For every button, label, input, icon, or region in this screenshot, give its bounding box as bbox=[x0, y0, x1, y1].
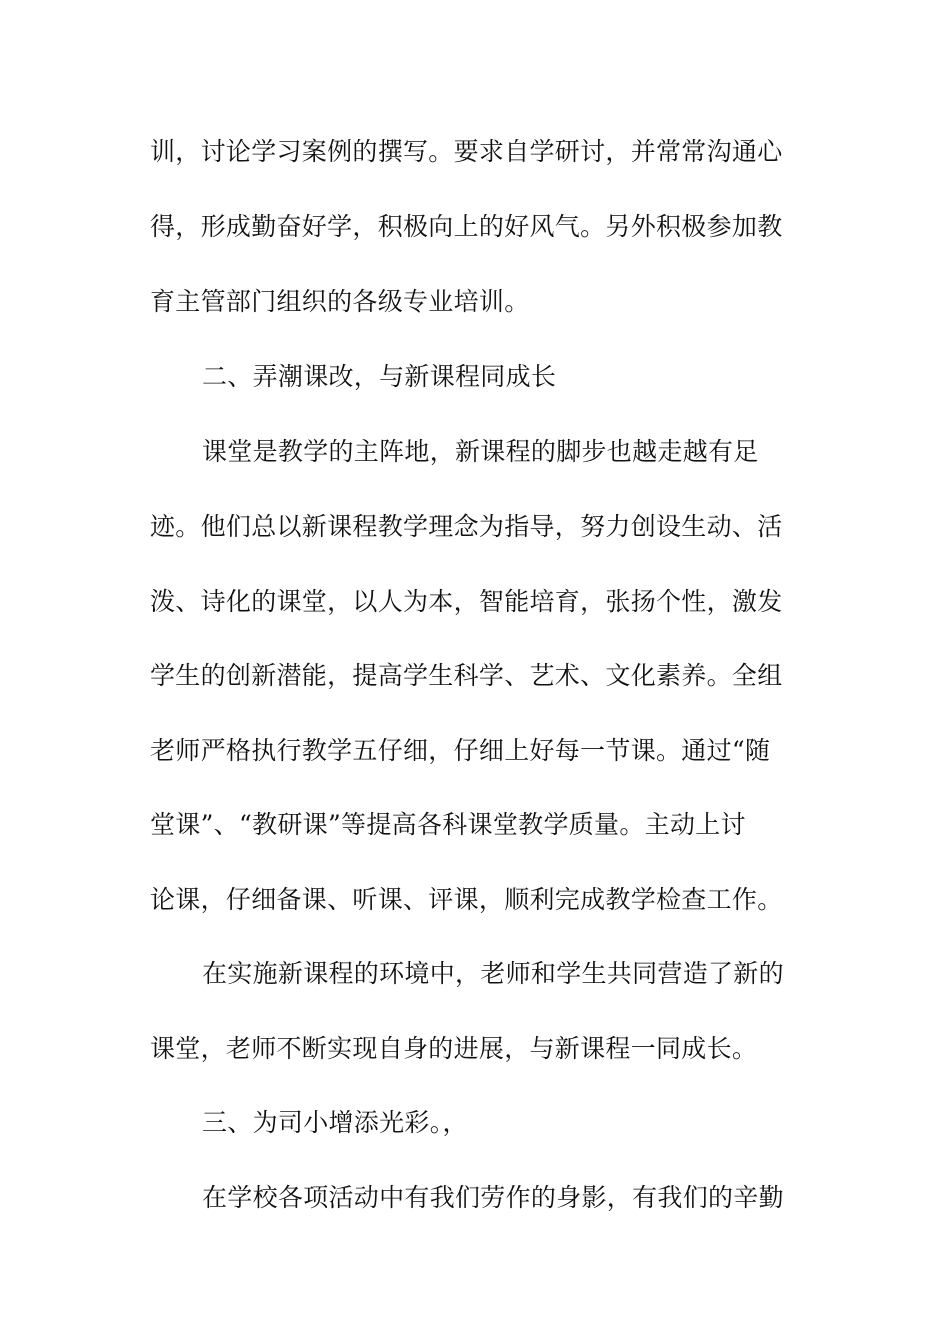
body-text-line: 论课，仔细备课、听课、评课，顺利完成教学检查工作。 bbox=[150, 885, 783, 914]
section-heading: 二、弄潮课改，与新课程同成长 bbox=[202, 362, 557, 391]
body-text-line: 训，讨论学习案例的撰写。要求自学研讨，并常常沟通心 bbox=[150, 137, 783, 166]
body-text-line: 学生的创新潜能，提高学生科学、艺术、文化素养。全组 bbox=[150, 661, 783, 690]
body-text-line: 泼、诗化的课堂，以人为本，智能培育，张扬个性，激发 bbox=[150, 587, 783, 616]
body-text-line: 在学校各项活动中有我们劳作的身影，有我们的辛勤 bbox=[202, 1183, 784, 1212]
body-text-line: 课堂是教学的主阵地，新课程的脚步也越走越有足 bbox=[202, 437, 759, 466]
body-text-line: 堂课”、“教研课”等提高各科课堂教学质量。主动上讨 bbox=[150, 810, 746, 839]
body-text-line: 得，形成勤奋好学，积极向上的好风气。另外积极参加教 bbox=[150, 212, 783, 241]
body-text-line: 育主管部门组织的各级专业培训。 bbox=[150, 287, 530, 316]
section-heading: 三、为司小增添光彩。， bbox=[202, 1108, 468, 1137]
body-text-line: 在实施新课程的环境中，老师和学生共同营造了新的 bbox=[202, 959, 784, 988]
body-text-line: 老师严格执行教学五仔细，仔细上好每一节课。通过“随 bbox=[150, 736, 771, 765]
body-text-line: 迹。他们总以新课程教学理念为指导，努力创设生动、活 bbox=[150, 512, 783, 541]
body-text-line: 课堂，老师不断实现自身的进展，与新课程一同成长。 bbox=[150, 1034, 758, 1063]
